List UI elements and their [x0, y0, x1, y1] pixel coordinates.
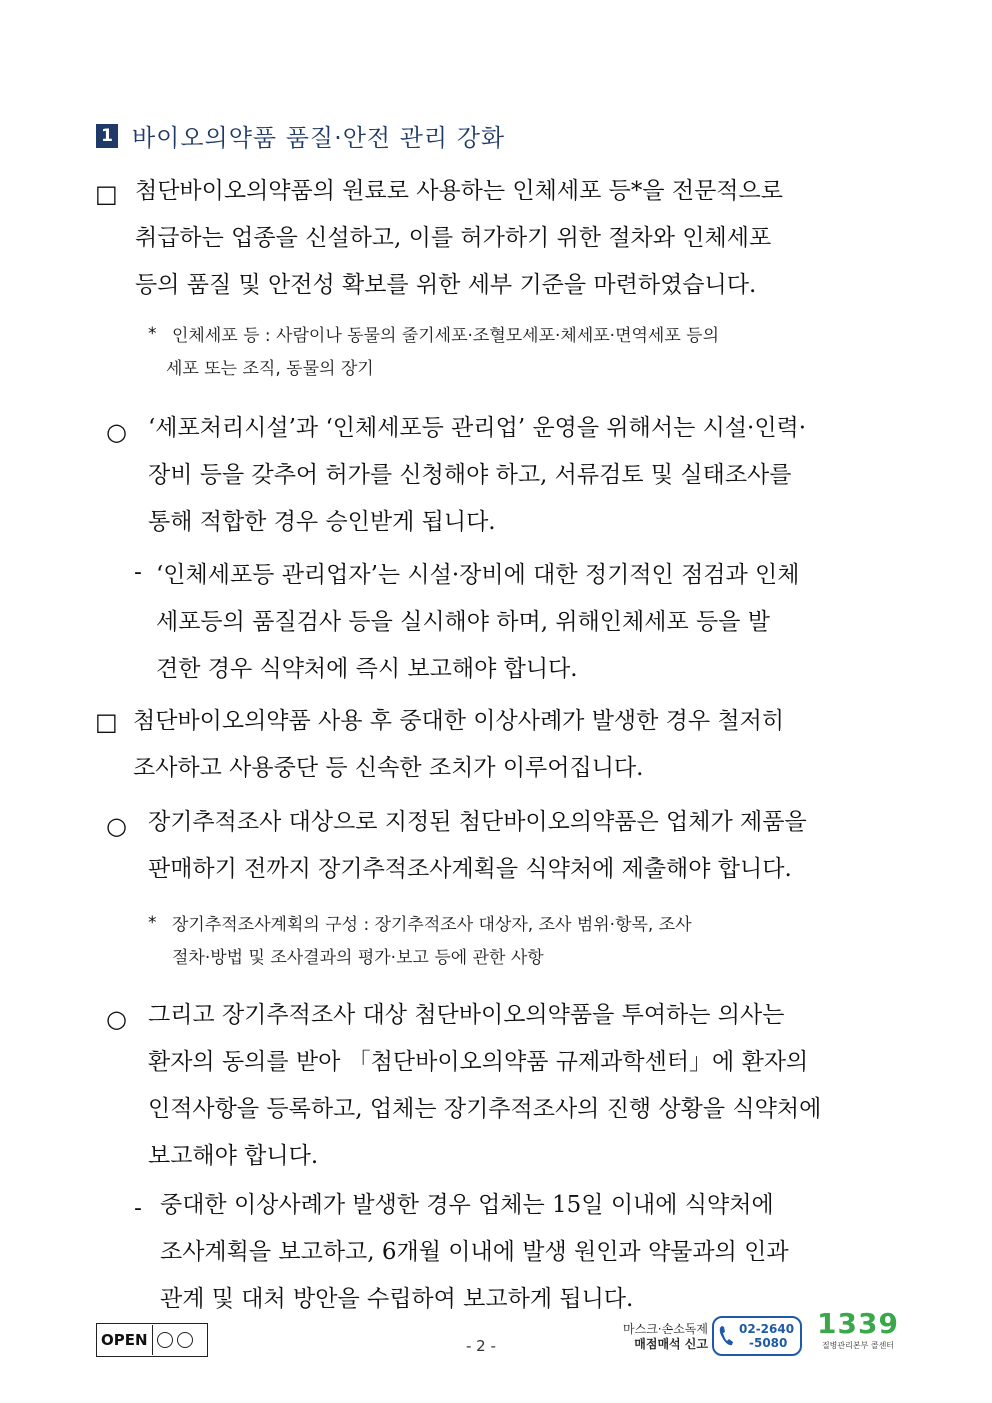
kcdc-1339-logo [816, 1308, 900, 1358]
kcdc-number: 1339 [817, 1307, 899, 1340]
asterisk-icon: * [148, 913, 157, 933]
section-title: 바이오의약품 품질·안전 관리 강화 [132, 124, 506, 152]
paragraph-b1 [135, 168, 891, 309]
paragraph-c1 [148, 405, 898, 546]
text-line: 중대한 이상사례가 발생한 경우 업체는 15일 이내에 식약처에 [160, 1192, 774, 1218]
hotline-badge [712, 1316, 802, 1356]
text-line: 첨단바이오의약품의 원료로 사용하는 인체세포 등*을 전문적으로 [135, 178, 783, 204]
hotline-number: 02-2640 [739, 1322, 795, 1336]
section-heading [96, 118, 505, 153]
paragraph-b2 [133, 698, 889, 792]
attribution-icon [157, 1332, 173, 1348]
hotline-number: -5080 [749, 1336, 788, 1350]
text-line: ‘인체세포등 관리업자’는 시설·장비에 대한 정기적인 점검과 인체 [156, 562, 800, 588]
note-line: 장기추적조사계획의 구성 : 장기추적조사 대상자, 조사 범위·항목, 조사 [172, 915, 692, 935]
footnote-n1 [166, 320, 896, 386]
square-bullet-icon: □ [95, 708, 118, 736]
note-line: 절차·방법 및 조사결과의 평가·보고 등에 관한 사항 [172, 948, 544, 968]
text-line: 장비 등을 갖추어 허가를 신청해야 하고, 서류검토 및 실태조사를 [148, 462, 792, 488]
text-line: 조사계획을 보고하고, 6개월 이내에 발생 원인과 약물과의 인과 [160, 1239, 789, 1265]
paragraph-c2 [148, 799, 898, 893]
text-line: 장기추적조사 대상으로 지정된 첨단바이오의약품은 업체가 제품을 [148, 809, 807, 835]
circle-bullet-icon: ○ [106, 418, 127, 446]
note-line: 인체세포 등 : 사람이나 동물의 줄기세포·조혈모세포·체세포·면역세포 등의 [172, 326, 720, 346]
campaign-line: 마스크·손소독제 [623, 1322, 708, 1336]
text-line: 세포등의 품질검사 등을 실시해야 하며, 위해인체세포 등을 발 [156, 609, 770, 635]
open-license-logo [96, 1323, 208, 1357]
text-line: ‘세포처리시설’과 ‘인체세포등 관리업’ 운영을 위해서는 시설·인력· [148, 415, 807, 441]
open-logo-text: OPEN [97, 1325, 153, 1355]
text-line: 판매하기 전까지 장기추적조사계획을 식약처에 제출해야 합니다. [148, 856, 792, 882]
paragraph-c3 [148, 992, 898, 1180]
paragraph-d1 [156, 552, 898, 693]
section-number-badge: 1 [96, 124, 118, 148]
dash-bullet-icon: - [134, 1196, 142, 1221]
text-line: 등의 품질 및 안전성 확보를 위한 세부 기준을 마련하였습니다. [135, 272, 757, 298]
footnote-n2 [172, 909, 896, 975]
paragraph-d2 [160, 1182, 898, 1323]
note-line: 세포 또는 조직, 동물의 장기 [166, 359, 374, 379]
text-line: 보고해야 합니다. [148, 1143, 319, 1169]
text-line: 견한 경우 식약처에 즉시 보고해야 합니다. [156, 656, 578, 682]
text-line: 인적사항을 등록하고, 업체는 장기추적조사의 진행 상황을 식약처에 [148, 1096, 822, 1122]
square-bullet-icon: □ [95, 180, 118, 208]
campaign-notice [620, 1322, 708, 1352]
noncommercial-icon [177, 1332, 193, 1348]
circle-bullet-icon: ○ [106, 812, 127, 840]
dash-bullet-icon: - [134, 560, 142, 585]
page-number: - 2 - [466, 1337, 496, 1355]
phone-icon [717, 1324, 737, 1348]
text-line: 첨단바이오의약품 사용 후 중대한 이상사례가 발생한 경우 철저히 [133, 708, 785, 734]
kcdc-caption: 질병관리본부 콜센터 [821, 1341, 895, 1350]
text-line: 관계 및 대처 방안을 수립하여 보고하게 됩니다. [160, 1286, 634, 1312]
campaign-line: 매점매석 신고 [634, 1337, 708, 1351]
text-line: 환자의 동의를 받아 「첨단바이오의약품 규제과학센터」에 환자의 [148, 1049, 809, 1075]
asterisk-icon: * [148, 324, 157, 344]
text-line: 통해 적합한 경우 승인받게 됩니다. [148, 509, 496, 535]
text-line: 그리고 장기추적조사 대상 첨단바이오의약품을 투여하는 의사는 [148, 1002, 785, 1028]
text-line: 취급하는 업종을 신설하고, 이를 허가하기 위한 절차와 인체세포 [135, 225, 772, 251]
circle-bullet-icon: ○ [106, 1005, 127, 1033]
text-line: 조사하고 사용중단 등 신속한 조치가 이루어집니다. [133, 755, 644, 781]
